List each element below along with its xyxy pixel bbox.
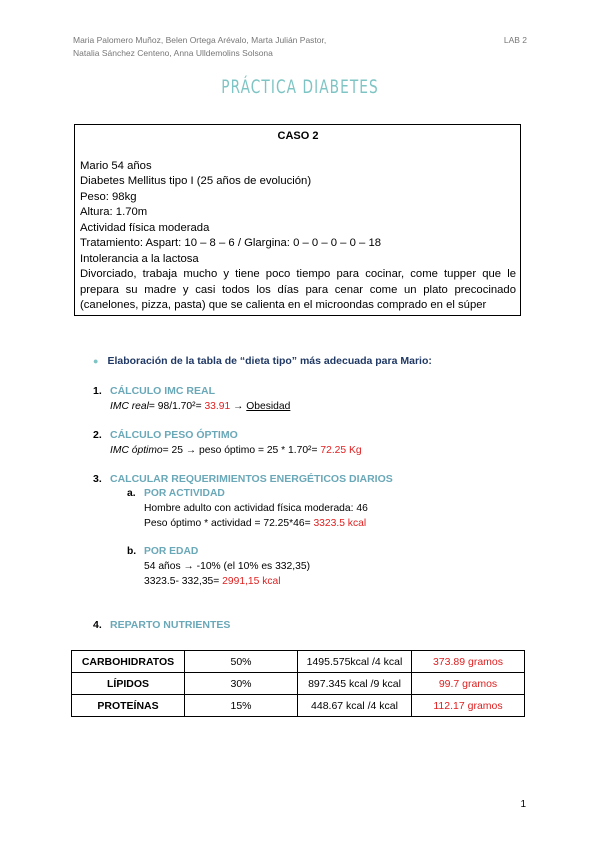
- nutrient-pct: 50%: [185, 651, 298, 673]
- imc-real-label: IMC real: [110, 401, 149, 412]
- section-1-heading: [93, 385, 215, 397]
- page-number: 1: [520, 799, 526, 810]
- actividad-result: 3323.5 kcal: [313, 518, 367, 529]
- bullet-dot-icon: ●: [93, 356, 99, 366]
- subsection-b-heading: [127, 546, 198, 557]
- subsection-letter: b.: [127, 546, 137, 557]
- section-title: CÁLCULO PESO ÓPTIMO: [110, 429, 238, 441]
- section-4-heading: [93, 619, 230, 631]
- imc-optimo-formula: = 25 → peso óptimo = 25 * 1.70²=: [162, 445, 321, 456]
- subsection-title: POR EDAD: [144, 546, 199, 557]
- table-row: [72, 673, 525, 695]
- actividad-line-2: [144, 518, 366, 529]
- section-number: 2.: [93, 429, 102, 441]
- header-authors: Maria Palomero Muñoz, Belen Ortega Arévalo, Marta Julián Pastor, Natalia Sánchez Centeno, Anna Ulldemolins Solsona: [73, 35, 327, 58]
- page-title: PRÁCTICA DIABETES: [221, 76, 379, 98]
- subsection-a-heading: [127, 488, 225, 499]
- section-3-heading: [93, 473, 393, 485]
- edad-line-1: 54 años → -10% (el 10% es 332,35): [144, 561, 310, 572]
- imc-real-result: 33.91: [204, 401, 231, 412]
- imc-real-formula: = 98/1.70²=: [148, 401, 205, 412]
- section-title: CALCULAR REQUERIMIENTOS ENERGÉTICOS DIARIOS: [110, 473, 393, 485]
- nutrient-pct: 30%: [185, 673, 298, 695]
- section-title: REPARTO NUTRIENTES: [110, 619, 231, 631]
- bullet-heading: [93, 355, 432, 367]
- case-line: Peso: 98kg: [80, 190, 137, 203]
- actividad-line-1: Hombre adulto con actividad física moderada: 46: [144, 503, 368, 514]
- case-line: Tratamiento: Aspart: 10 – 8 – 6 / Glargina: 0 – 0 – 0 – 0 – 18: [80, 237, 382, 249]
- edad-formula: 3323.5- 332,35=: [144, 576, 223, 587]
- nutrient-pct: 15%: [185, 695, 298, 717]
- nutrient-kcal: 1495.575kcal /4 kcal: [298, 651, 412, 673]
- imc-real-line: [110, 401, 290, 412]
- section-2-heading: [93, 429, 238, 441]
- case-line: Diabetes Mellitus tipo I (25 años de evolución): [80, 175, 312, 187]
- case-box: [74, 124, 521, 316]
- case-line: Mario 54 años: [80, 159, 152, 172]
- nutrient-grams: 373.89 gramos: [412, 651, 525, 673]
- edad-result: 2991,15 kcal: [222, 576, 281, 587]
- section-number: 4.: [93, 619, 102, 631]
- imc-optimo-label: IMC óptimo: [110, 445, 163, 456]
- header-lab: LAB 2: [503, 35, 527, 45]
- actividad-formula: Peso óptimo * actividad = 72.25*46=: [144, 518, 314, 529]
- nutrient-name: PROTEÍNAS: [72, 695, 185, 717]
- peso-optimo-result: 72.25 Kg: [320, 445, 362, 456]
- subsection-title: POR ACTIVIDAD: [144, 488, 225, 499]
- nutrient-name: CARBOHIDRATOS: [72, 651, 185, 673]
- table-row: [72, 651, 525, 673]
- nutrient-kcal: 448.67 kcal /4 kcal: [298, 695, 412, 717]
- section-number: 1.: [93, 385, 102, 397]
- nutrient-kcal: 897.345 kcal /9 kcal: [298, 673, 412, 695]
- case-heading: CASO 2: [277, 130, 319, 142]
- nutrient-grams: 112.17 gramos: [412, 695, 525, 717]
- imc-diagnosis: Obesidad: [246, 401, 291, 412]
- edad-line-2: [144, 576, 281, 587]
- case-line: Altura: 1.70m: [80, 206, 148, 218]
- case-paragraph: Divorciado, trabaja mucho y tiene poco tiempo para cocinar, come tupper que le prepara su madre y casi todos los días para cenar come un plato precocinado (canelones, pizza, pasta) que se calienta en el microondas comprado en el súper: [80, 268, 516, 311]
- nutrient-grams: 99.7 gramos: [412, 673, 525, 695]
- subsection-letter: a.: [127, 488, 136, 499]
- section-title: CÁLCULO IMC REAL: [110, 385, 215, 397]
- section-number: 3.: [93, 473, 102, 485]
- case-line: Intolerancia a la lactosa: [80, 252, 199, 265]
- imc-optimo-line: [110, 445, 362, 456]
- arrow: →: [230, 401, 247, 412]
- nutrients-table: [71, 650, 525, 717]
- table-row: [72, 695, 525, 717]
- bullet-text: Elaboración de la tabla de “dieta tipo” más adecuada para Mario:: [107, 355, 432, 367]
- case-line: Actividad física moderada: [80, 221, 210, 234]
- nutrient-name: LÍPIDOS: [72, 673, 185, 695]
